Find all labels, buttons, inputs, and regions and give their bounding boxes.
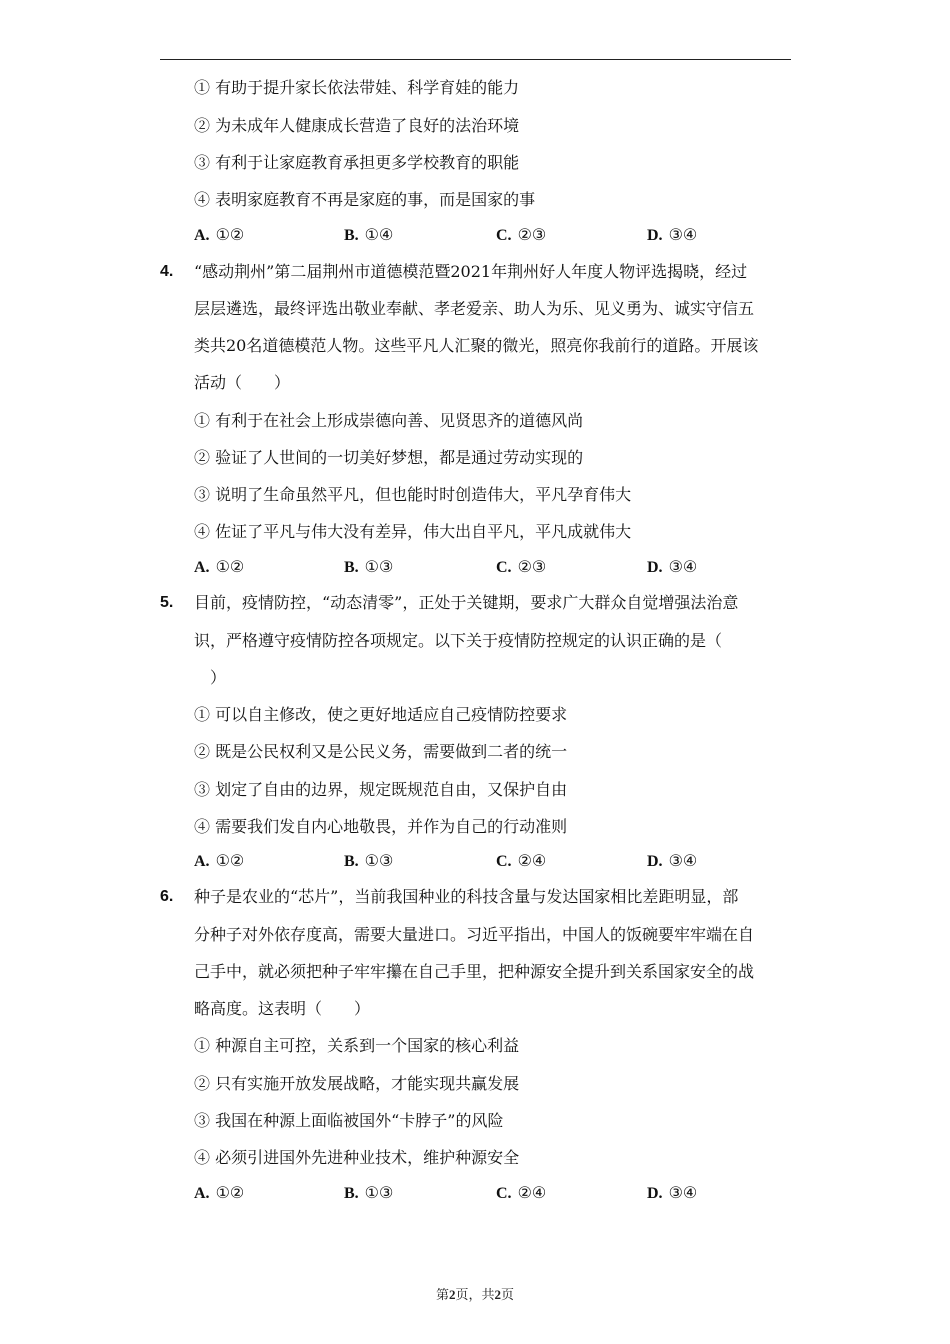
q6-stem-line-2: 分种子对外依存度高，需要大量进口。习近平指出，中国人的饭碗要牢牢端在自 [194, 925, 755, 944]
q6-item-1: ① 种源自主可控，关系到一个国家的核心利益 [194, 1036, 520, 1055]
q3-option-c: C. ②③ [496, 225, 547, 244]
footer-suffix: 页 [501, 1288, 515, 1303]
footer-page-number: 2 [448, 1287, 456, 1302]
q5-option-c: C. ②④ [496, 851, 547, 870]
q4-item-4: ④ 佐证了平凡与伟大没有差异，伟大出自平凡，平凡成就伟大 [194, 522, 632, 541]
q4-item-3: ③ 说明了生命虽然平凡，但也能时时创造伟大，平凡孕育伟大 [194, 485, 632, 504]
q6-item-2: ② 只有实施开放发展战略，才能实现共赢发展 [194, 1074, 520, 1093]
q6-option-c: C. ②④ [496, 1183, 547, 1202]
q6-item-4: ④ 必须引进国外先进种业技术，维护种源安全 [194, 1148, 520, 1167]
footer-middle: 页，共 [455, 1288, 495, 1303]
q6-stem-line-4: 略高度。这表明（ ） [194, 999, 371, 1018]
q6-option-d: D. ③④ [647, 1183, 698, 1202]
q3-option-b: B. ①④ [344, 225, 394, 244]
q6-item-3: ③ 我国在种源上面临被国外“卡脖子”的风险 [194, 1111, 504, 1130]
q4-stem-line-3: 类共20名道德模范人物。这些平凡人汇聚的微光，照亮你我前行的道路。开展该 [194, 336, 759, 355]
q5-option-d: D. ③④ [647, 851, 698, 870]
footer-prefix: 第 [435, 1288, 449, 1303]
q4-stem-line-4: 活动（ ） [194, 373, 291, 392]
q4-number: 4. [160, 263, 174, 280]
q5-number: 5. [160, 594, 174, 611]
q6-number: 6. [160, 888, 174, 905]
q6-option-b: B. ①③ [344, 1183, 394, 1202]
q6-option-a: A. ①② [194, 1183, 245, 1202]
q5-item-1: ① 可以自主修改，使之更好地适应自己疫情防控要求 [194, 705, 568, 724]
q4-item-1: ① 有利于在社会上形成崇德向善、见贤思齐的道德风尚 [194, 411, 584, 430]
q5-stem-line-2: 识，严格遵守疫情防控各项规定。以下关于疫情防控规定的认识正确的是（ [194, 631, 723, 650]
q4-option-c: C. ②③ [496, 557, 547, 576]
footer-total-pages: 2 [494, 1287, 501, 1302]
q5-option-a: A. ①② [194, 851, 245, 870]
q3-item-1: ① 有助于提升家长依法带娃、科学育娃的能力 [194, 78, 520, 97]
q3-option-a: A. ①② [194, 225, 245, 244]
q6-stem-line-3: 己手中，就必须把种子牢牢攥在自己手里，把种源安全提升到关系国家安全的战 [194, 962, 755, 981]
page-footer [0, 1286, 950, 1305]
q6-stem-line-1: 种子是农业的“芯片”，当前我国种业的科技含量与发达国家相比差距明显，部 [194, 887, 739, 906]
q3-option-d: D. ③④ [647, 225, 698, 244]
q4-option-d: D. ③④ [647, 557, 698, 576]
q4-option-b: B. ①③ [344, 557, 394, 576]
q3-item-3: ③ 有利于让家庭教育承担更多学校教育的职能 [194, 153, 520, 172]
q5-item-2: ② 既是公民权利又是公民义务，需要做到二者的统一 [194, 742, 568, 761]
header-rule [160, 59, 791, 60]
q3-item-2: ② 为未成年人健康成长营造了良好的法治环境 [194, 116, 520, 135]
q4-stem-line-2: 层层遴选，最终评选出敬业奉献、孝老爱亲、助人为乐、见义勇为、诚实守信五 [194, 299, 755, 318]
q4-stem-line-1: “感动荆州”第二届荆州市道德模范暨2021年荆州好人年度人物评选揭晓，经过 [194, 262, 748, 281]
q4-item-2: ② 验证了人世间的一切美好梦想，都是通过劳动实现的 [194, 448, 584, 467]
q4-option-a: A. ①② [194, 557, 245, 576]
q5-option-b: B. ①③ [344, 851, 394, 870]
q5-item-3: ③ 划定了自由的边界，规定既规范自由，又保护自由 [194, 780, 568, 799]
q5-item-4: ④ 需要我们发自内心地敬畏，并作为自己的行动准则 [194, 817, 568, 836]
q5-stem-line-1: 目前，疫情防控，“动态清零”，正处于关键期，要求广大群众自觉增强法治意 [194, 593, 739, 612]
q3-item-4: ④ 表明家庭教育不再是家庭的事，而是国家的事 [194, 190, 536, 209]
q5-stem-line-3: ） [210, 668, 227, 687]
